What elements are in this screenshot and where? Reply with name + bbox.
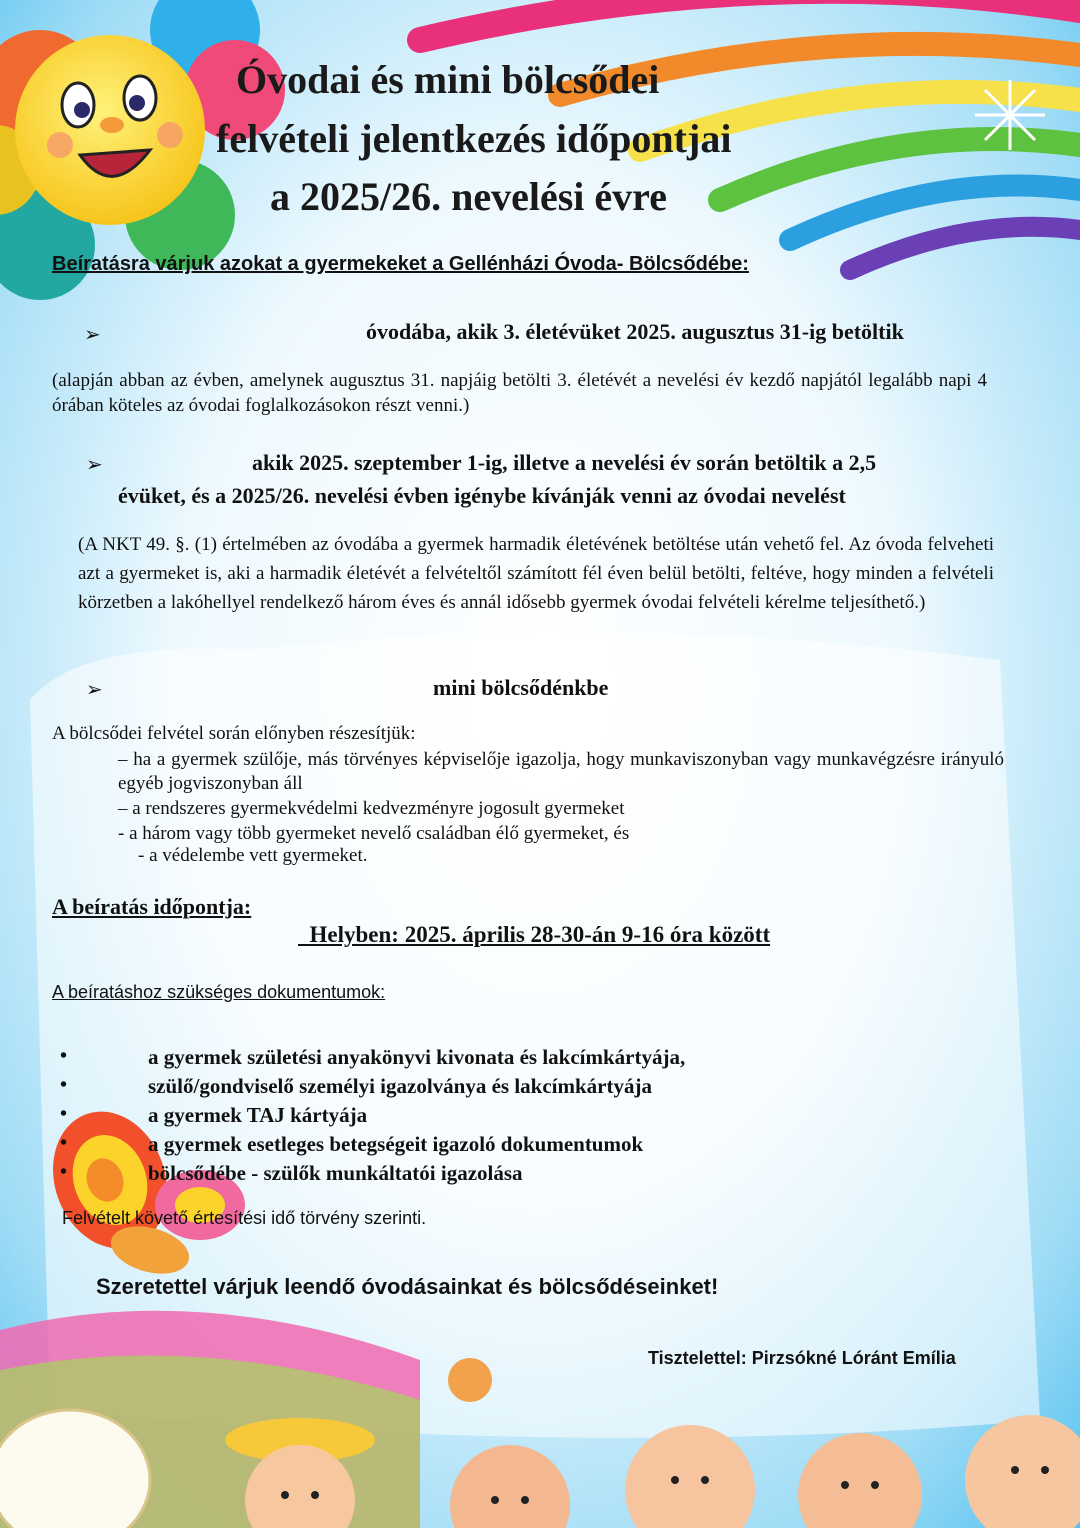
list-item: • bölcsődébe - szülők munkáltatói igazolása <box>60 1161 523 1185</box>
early-entry-heading-line-1: akik 2025. szeptember 1-ig, illetve a nevelési év során betöltik a 2,5 <box>252 450 877 475</box>
arrow-bullet-icon: ➢ <box>86 677 103 701</box>
nursery-preference-item: - a három vagy több gyermeket nevelő családban élő gyermeket, és <box>118 823 630 844</box>
title-line-3: a 2025/26. nevelési évre <box>270 174 667 219</box>
title-line-2: felvételi jelentkezés időpontjai <box>216 116 732 161</box>
nkt-legal-note: (A NKT 49. §. (1) értelmében az óvodába a gyermek harmadik életévének betöltése után vehető fel. Az óvoda felveheti azt a gyermeket is, aki a harmadik életévét a felvételtől számított fél éven belül betölti, feltéve, hogy minden a felvételi körzetben a lakóhellyel rendelkező három éves és annál idősebb gyermek óvodai felvételi kérelme teljesíthető.) <box>78 534 994 613</box>
bullet-dot-icon: • <box>60 1103 68 1125</box>
arrow-bullet-icon: ➢ <box>86 452 103 476</box>
enrollment-date-heading: A beíratás időpontja: <box>52 894 252 919</box>
kindergarten-age-note: (alapján abban az évben, amelynek augusztus 31. napjáig betölti 3. életévét a nevelési év kezdő napjától legalább napi 4 órában köteles az óvodai foglalkozásokon részt venni.) <box>52 370 987 416</box>
intro-heading: Beíratásra várjuk azokat a gyermekeket a Gellénházi Óvoda- Bölcsődébe: <box>52 253 749 275</box>
title-line-1: Óvodai és mini bölcsődei <box>236 57 660 102</box>
documents-heading: A beíratáshoz szükséges dokumentumok: <box>52 982 386 1002</box>
bullet-dot-icon: • <box>60 1074 68 1096</box>
nursery-heading: mini bölcsődénkbe <box>433 675 609 700</box>
nursery-preference-item: – a rendszeres gyermekvédelmi kedvezményre jogosult gyermeket <box>118 798 625 819</box>
notification-notice: Felvételt követő értesítési idő törvény szerinti. <box>62 1208 427 1228</box>
enrollment-date-text: Helyben: 2025. április 28-30-án 9-16 óra között <box>309 922 771 947</box>
list-item: • a gyermek esetleges betegségeit igazoló dokumentumok <box>60 1132 644 1156</box>
bullet-dot-icon: • <box>60 1132 68 1154</box>
nursery-preference-item: - a védelembe vett gyermeket. <box>138 845 368 866</box>
nursery-preference-item: – ha a gyermek szülője, más törvényes képviselője igazolja, hogy munkaviszonyban vagy munkavégzésre irányuló egyéb jogviszonyban áll <box>118 749 1004 794</box>
sparkle-icon <box>975 80 1045 150</box>
list-item: • a gyermek születési anyakönyvi kivonata és lakcímkártyája, <box>60 1045 686 1069</box>
bullet-dot-icon: • <box>60 1161 68 1183</box>
enrollment-date-value <box>298 922 770 948</box>
arrow-bullet-icon: ➢ <box>84 322 101 346</box>
list-item: • a gyermek TAJ kártyája <box>60 1103 368 1127</box>
signature: Tisztelettel: Pirzsókné Lóránt Emília <box>648 1348 956 1368</box>
kindergarten-age-heading: óvodába, akik 3. életévüket 2025. augusztus 31-ig betöltik <box>366 319 904 344</box>
documents-list <box>60 1045 760 1190</box>
list-item: • szülő/gondviselő személyi igazolványa és lakcímkártyája <box>60 1074 652 1098</box>
nursery-preference-lead: A bölcsődei felvétel során előnyben részesítjük: <box>52 723 416 744</box>
closing-message: Szeretettel várjuk leendő óvodásainkat és bölcsődéseinket! <box>96 1274 719 1299</box>
early-entry-heading-line-2: évüket, és a 2025/26. nevelési évben igénybe kívánják venni az óvodai nevelést <box>118 483 846 508</box>
bullet-dot-icon: • <box>60 1045 68 1067</box>
